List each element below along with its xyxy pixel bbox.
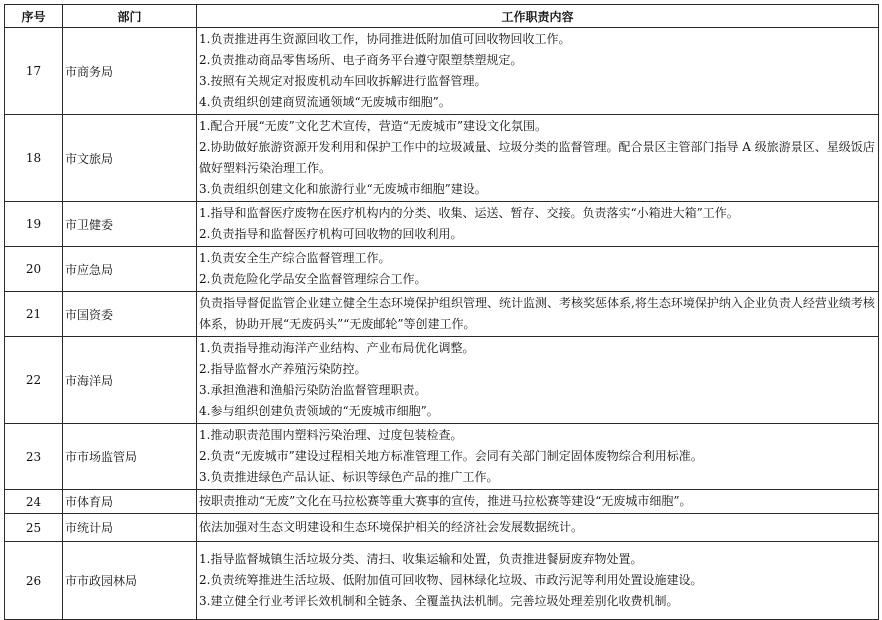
row-department: 市市场监管局 <box>63 424 197 490</box>
row-department: 市统计局 <box>63 514 197 542</box>
duty-line: 3.负责推进绿色产品认证、标识等绿色产品的推广工作。 <box>199 470 499 484</box>
row-department: 市卫健委 <box>63 202 197 247</box>
table-row <box>5 247 879 292</box>
duty-line: 2.协助做好旅游资源开发利用和保护工作中的垃圾减量、垃圾分类的监督管理。配合景区主管部门指导 A 级旅游景区、星级饭店做好塑料污染治理工作。 <box>199 140 875 175</box>
row-duties <box>197 424 879 490</box>
header-department: 部门 <box>63 5 197 28</box>
row-number: 20 <box>5 247 63 292</box>
duty-line: 1.负责指导推动海洋产业结构、产业布局优化调整。 <box>199 341 475 355</box>
row-duties <box>197 247 879 292</box>
row-duties <box>197 514 879 542</box>
table-row <box>5 28 879 115</box>
table-row <box>5 424 879 490</box>
duty-line: 3.按照有关规定对报废机动车回收拆解进行监督管理。 <box>199 74 487 88</box>
table-row <box>5 490 879 514</box>
row-duties <box>197 292 879 337</box>
duty-line: 按职责推动“无废”文化在马拉松赛等重大赛事的宣传，推进马拉松赛等建设“无废城市细胞”。 <box>199 494 692 508</box>
row-department: 市商务局 <box>63 28 197 115</box>
duty-line: 3.建立健全行业考评长效机制和全链条、全覆盖执法机制。完善垃圾处理差别化收费机制。 <box>199 594 679 608</box>
row-duties <box>197 115 879 202</box>
duty-line: 1.指导监督城镇生活垃圾分类、清扫、收集运输和处置，负责推进餐厨废弃物处置。 <box>199 552 643 566</box>
table-row <box>5 202 879 247</box>
row-duties <box>197 490 879 514</box>
duty-line: 1.负责安全生产综合监督管理工作。 <box>199 251 391 265</box>
duty-line: 3.负责组织创建文化和旅游行业“无废城市细胞”建设。 <box>199 182 487 196</box>
table-header-row <box>5 5 879 28</box>
table-row <box>5 115 879 202</box>
duty-line: 2.负责危险化学品安全监督管理综合工作。 <box>199 272 427 286</box>
row-department: 市市政园林局 <box>63 542 197 620</box>
row-number: 21 <box>5 292 63 337</box>
duty-line: 1.负责推进再生资源回收工作，协同推进低附加值可回收物回收工作。 <box>199 32 571 46</box>
row-department: 市应急局 <box>63 247 197 292</box>
row-duties <box>197 337 879 424</box>
duties-table <box>4 4 879 620</box>
duty-line: 1.推动职责范围内塑料污染治理、过度包装检查。 <box>199 428 463 442</box>
table-row <box>5 542 879 620</box>
duty-line: 负责指导督促监管企业建立健全生态环境保护组织管理、统计监测、考核奖惩体系,将生态环境保护纳入企业负责人经营业绩考核体系，协助开展“无废码头”“无废邮轮”等创建工作。 <box>199 296 875 331</box>
header-number: 序号 <box>5 5 63 28</box>
duties-table-container <box>4 4 878 620</box>
header-duties: 工作职责内容 <box>197 5 879 28</box>
table-row <box>5 292 879 337</box>
duty-line: 1.指导和监督医疗废物在医疗机构内的分类、收集、运送、暂存、交接。负责落实“小箱进大箱”工作。 <box>199 206 739 220</box>
duty-line: 1.配合开展“无废”文化艺术宣传，营造“无废城市”建设文化氛围。 <box>199 119 547 133</box>
row-number: 19 <box>5 202 63 247</box>
duty-line: 2.负责指导和监督医疗机构可回收物的回收利用。 <box>199 227 463 241</box>
row-number: 26 <box>5 542 63 620</box>
duty-line: 2.指导监督水产养殖污染防控。 <box>199 362 367 376</box>
duty-line: 4.参与组织创建负责领域的“无废城市细胞”。 <box>199 404 439 418</box>
row-department: 市体育局 <box>63 490 197 514</box>
row-department: 市国资委 <box>63 292 197 337</box>
duty-line: 2.负责推动商品零售场所、电子商务平台遵守限塑禁塑规定。 <box>199 53 523 67</box>
row-number: 23 <box>5 424 63 490</box>
row-duties <box>197 542 879 620</box>
row-number: 24 <box>5 490 63 514</box>
row-number: 25 <box>5 514 63 542</box>
duty-line: 依法加强对生态文明建设和生态环境保护相关的经济社会发展数据统计。 <box>199 520 584 534</box>
row-department: 市文旅局 <box>63 115 197 202</box>
row-number: 18 <box>5 115 63 202</box>
duty-line: 4.负责组织创建商贸流通领域“无废城市细胞”。 <box>199 95 451 109</box>
duty-line: 3.承担渔港和渔船污染防治监督管理职责。 <box>199 383 427 397</box>
row-department: 市海洋局 <box>63 337 197 424</box>
row-number: 22 <box>5 337 63 424</box>
duty-line: 2.负责“无废城市”建设过程相关地方标准管理工作。会同有关部门制定固体废物综合利用标准。 <box>199 449 703 463</box>
duty-line: 2.负责统筹推进生活垃圾、低附加值可回收物、园林绿化垃圾、市政污泥等利用处置设施建设。 <box>199 573 703 587</box>
row-duties <box>197 28 879 115</box>
row-number: 17 <box>5 28 63 115</box>
table-row <box>5 337 879 424</box>
row-duties <box>197 202 879 247</box>
table-row <box>5 514 879 542</box>
